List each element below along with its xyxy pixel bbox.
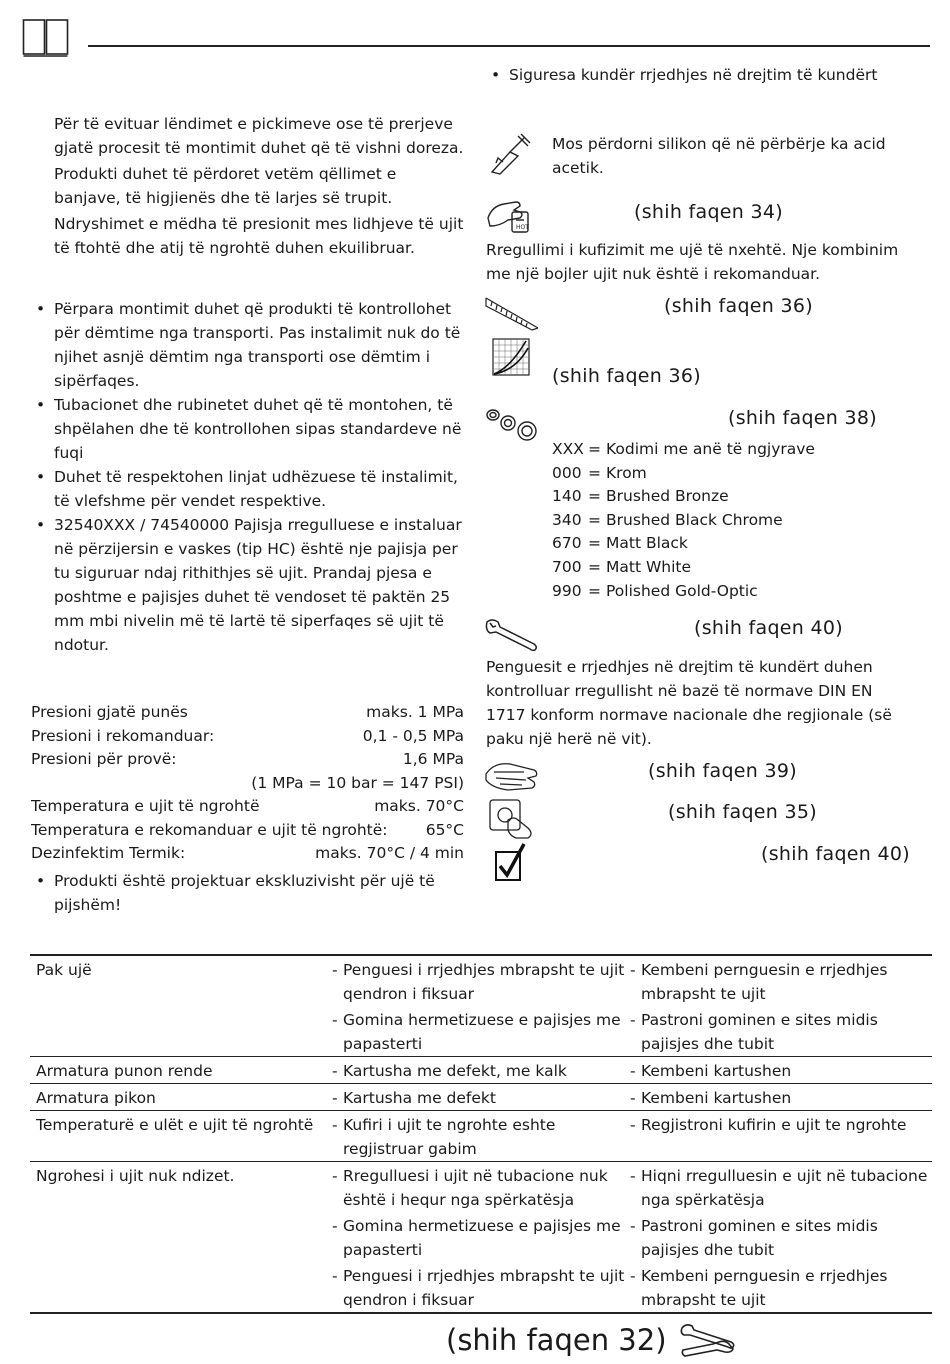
list-item: • Siguresa kundër rrjedhjes në drejtim të kundërt — [486, 63, 926, 87]
tools-icon — [679, 1322, 737, 1358]
table-row — [30, 1162, 932, 1314]
page-reference: (shih faqen 38) — [728, 407, 877, 429]
spec-value: 65°C — [425, 820, 464, 839]
page-reference: (shih faqen 40) — [694, 617, 843, 639]
spec-label: Presioni gjatë punës — [31, 703, 188, 721]
spare-parts-icon — [484, 405, 540, 443]
cause-item: - Gomina hermetizuese e pajisjes me papasterti — [332, 1217, 621, 1259]
safety-paragraph: Produkti duhet të përdoret vetëm qëllimet e banjave, të higjienës dhe të larjes së trupit. — [54, 165, 397, 207]
header-rule — [88, 45, 930, 47]
spec-value: maks. 70°C / 4 min — [315, 844, 464, 862]
table-row — [30, 1084, 932, 1111]
equals-sign: = — [588, 557, 601, 576]
color-code: 140 — [552, 487, 582, 506]
list-item: • Tubacionet dhe rubinetet duhet që të montohen, të shpëlahen dhe të kontrollohen sipas standardeve në fuqi — [31, 393, 464, 465]
page-reference: (shih faqen 39) — [648, 760, 797, 782]
list-item: • Produkti është projektuar ekskluzivisht për ujë të pijshëm! — [31, 869, 464, 917]
remedy-item: - Pastroni gominen e sites midis pajisjes dhe tubit — [630, 1217, 878, 1259]
cause-cell — [332, 1057, 630, 1084]
page-reference: (shih faqen 40) — [761, 843, 910, 865]
remedy-cell — [630, 1057, 932, 1084]
spec-row — [31, 841, 464, 865]
calibration-text: Rregullimi i kufizimit me ujë të nxehtë. Nje kombinim me një bojler ujit nuk është i rekomanduar. — [486, 241, 899, 283]
dimensions-icon — [484, 294, 540, 332]
cause-cell — [332, 955, 630, 1057]
color-name: Brushed Black Chrome — [606, 510, 783, 529]
list-item: • 32540XXX / 74540000 Pajisja rregulluese e instaluar në përzijersin e vaskes (tip HC) është nje pajisja per tu siguruar ndaj rithithjes së ujit. Prandaj pjesa e poshtme e pajisjes duhet të vendoset të paktën 25 mm mbi nivelin më të lartë të siperfaqes së ujit të ndotur. — [31, 513, 464, 657]
color-name: Polished Gold-Optic — [606, 581, 758, 600]
page-reference: (shih faqen 36) — [552, 365, 701, 387]
operating-hand-icon — [488, 798, 536, 840]
remedy-cell — [630, 955, 932, 1057]
cause-cell — [332, 1084, 630, 1111]
table-row — [30, 955, 932, 1057]
remedy-item: - Hiqni rregulluesin e ujit në tubacione nga spërkatësja — [630, 1167, 928, 1209]
spec-value: 0,1 - 0,5 MPa — [362, 726, 464, 745]
spec-label: Dezinfektim Termik: — [31, 844, 186, 862]
color-name: Krom — [606, 463, 647, 482]
silicone-warning: Mos përdorni silikon që në përbërje ka acid acetik. — [552, 135, 886, 177]
page-reference: (shih faqen 35) — [668, 801, 817, 823]
remedy-cell — [630, 1111, 932, 1162]
spec-value: maks. 1 MPa — [366, 703, 464, 721]
right-top-bullet — [486, 63, 926, 87]
remedy-item: - Kembeni pernguesin e rrjedhjes mbrapsht te ujit — [630, 1267, 888, 1309]
footer-reference — [446, 1320, 737, 1360]
troubleshooting-table — [30, 954, 932, 1314]
remedy-cell — [630, 1084, 932, 1111]
list-item: • Përpara montimit duhet që produkti të kontrollohet për dëmtime nga transporti. Pas instalimit nuk do të njihet asnjë dëmtim nga transporti ose dëmtim i sipërfaqes. — [31, 297, 464, 393]
spec-value: maks. 70°C — [374, 797, 464, 815]
color-code: 990 — [552, 581, 582, 600]
safety-paragraph: Për të evituar lëndimet e pickimeve ose të prerjeve gjatë procesit të montimit duhet që të vishni doreza. — [54, 115, 464, 157]
problem-cell: Armatura pikon — [36, 1089, 156, 1107]
wrench-icon — [484, 618, 540, 652]
page-reference: (shih faqen 36) — [664, 295, 813, 317]
cause-item: - Kartusha me defekt — [332, 1089, 496, 1107]
equals-sign: = — [588, 440, 601, 458]
problem-cell: Temperaturë e ulët e ujit të ngrohtë — [36, 1116, 314, 1134]
color-name: Kodimi me anë të ngjyrave — [606, 440, 815, 458]
color-code: 700 — [552, 557, 582, 576]
remedy-item: - Kembeni kartushen — [630, 1062, 792, 1080]
svg-text:HOT: HOT — [516, 224, 529, 231]
cause-item: - Rregulluesi i ujit në tubacione nuk është i hequr nga spërkatësja — [332, 1167, 608, 1209]
color-code: 000 — [552, 463, 582, 482]
spec-label: Presioni i rekomanduar: — [31, 726, 215, 745]
cause-item: - Penguesi i rrjedhjes mbrapsht te ujit qendron i fiksuar — [332, 1267, 625, 1309]
silicone-gun-icon — [488, 132, 532, 176]
checkbox-icon — [494, 842, 528, 882]
color-code: 340 — [552, 510, 582, 529]
color-code: 670 — [552, 534, 582, 553]
spec-row — [31, 700, 464, 724]
remedy-item: - Pastroni gominen e sites midis pajisjes dhe tubit — [630, 1011, 878, 1053]
color-code-list — [552, 438, 815, 603]
remedy-item: - Kembeni pernguesin e rrjedhjes mbrapsht te ujit — [630, 961, 888, 1003]
spec-row — [31, 771, 464, 795]
maintenance-text: Penguesit e rrjedhjes në drejtim të kundërt duhen kontrolluar rregullisht në bazë të normave DIN EN 1717 konform normave nacionale dhe regjionale (së paku një herë në vit). — [486, 658, 892, 748]
problem-cell: Pak ujë — [36, 961, 92, 979]
spec-row — [31, 747, 464, 771]
cause-item: - Kartusha me defekt, me kalk — [332, 1062, 567, 1080]
color-name: Matt Black — [606, 534, 688, 553]
flow-diagram-icon — [492, 338, 530, 376]
remedy-item: - Kembeni kartushen — [630, 1089, 792, 1107]
page-reference: (shih faqen 34) — [634, 201, 783, 223]
equals-sign: = — [588, 581, 601, 600]
table-row — [30, 1111, 932, 1162]
equals-sign: = — [588, 510, 601, 529]
cause-cell — [332, 1162, 630, 1314]
equals-sign: = — [588, 534, 601, 553]
color-name: Brushed Bronze — [606, 487, 729, 506]
spec-label: Temperatura e ujit të ngrohtë — [31, 797, 260, 815]
spec-value: (1 MPa = 10 bar = 147 PSI) — [251, 773, 464, 792]
safety-section — [54, 112, 464, 260]
install-section — [31, 297, 464, 657]
cleaning-hand-icon — [484, 758, 540, 794]
spec-label: Temperatura e rekomanduar e ujit të ngrohtë: — [31, 820, 388, 839]
spec-value: 1,6 MPa — [402, 750, 464, 768]
equals-sign: = — [588, 487, 601, 506]
color-name: Matt White — [606, 557, 692, 576]
cause-item: - Kufiri i ujit te ngrohte eshte regjistruar gabim — [332, 1116, 556, 1158]
cause-item: - Penguesi i rrjedhjes mbrapsht te ujit qendron i fiksuar — [332, 961, 625, 1003]
header — [22, 18, 932, 58]
list-item: • Duhet të respektohen linjat udhëzuese të instalimit, të vlefshme për vendet respektive. — [31, 465, 464, 513]
specs-section — [31, 700, 464, 917]
table-row — [30, 1057, 932, 1084]
open-book-icon — [22, 18, 70, 58]
problem-cell: Ngrohesi i ujit nuk ndizet. — [36, 1167, 235, 1185]
spec-row — [31, 818, 464, 842]
cause-item: - Gomina hermetizuese e pajisjes me papasterti — [332, 1011, 621, 1053]
remedy-cell — [630, 1162, 932, 1314]
equals-sign: = — [588, 463, 601, 482]
spec-row — [31, 794, 464, 818]
safety-paragraph: Ndryshimet e mëdha të presionit mes lidhjeve të ujit të ftohtë dhe atij të ngrohtë duhen ekuilibruar. — [54, 215, 464, 257]
problem-cell: Armatura punon rende — [36, 1062, 213, 1080]
page-reference: (shih faqen 32) — [446, 1323, 667, 1357]
color-code: XXX — [552, 440, 584, 458]
cause-cell — [332, 1111, 630, 1162]
spec-label: Presioni për provë: — [31, 750, 177, 768]
hand-adjusting-icon — [486, 196, 534, 236]
remedy-item: - Regjistroni kufirin e ujit te ngrohte — [630, 1116, 907, 1134]
spec-row — [31, 724, 464, 748]
